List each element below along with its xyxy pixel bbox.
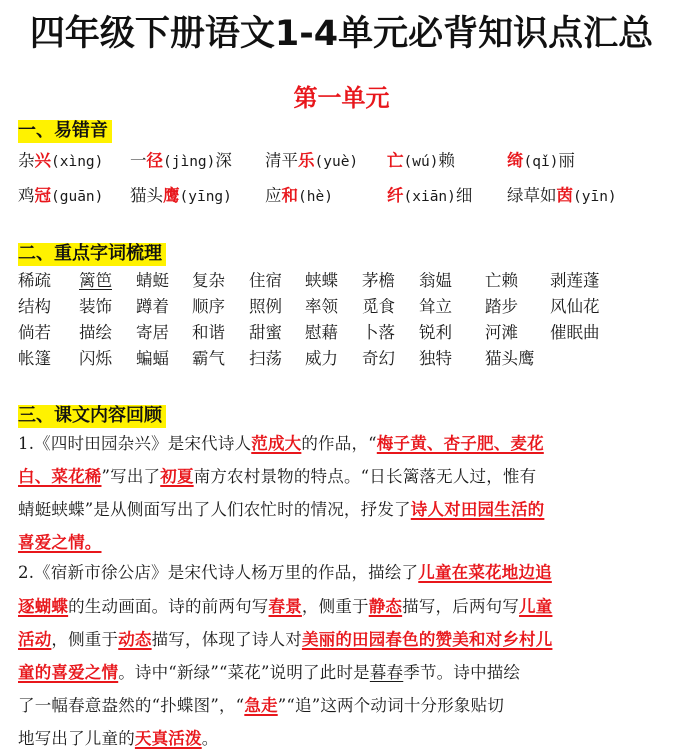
vocab-word: 复杂	[192, 271, 225, 290]
text-run: 的生动画面。诗的前两句写	[68, 597, 269, 616]
error-prone-char: 纤	[387, 186, 404, 205]
text-run: 。诗中“新绿”“菜花”说明了此时是	[118, 663, 370, 682]
vocab-word: 踏步	[485, 297, 518, 316]
text-run: ，侧重于	[301, 597, 369, 616]
word-prefix: 杂	[18, 151, 35, 170]
key-point: 春景	[268, 597, 302, 616]
vocab-word: 风仙花	[550, 297, 600, 316]
word-suffix: 细	[455, 186, 473, 205]
paragraph-line	[18, 433, 544, 455]
pinyin: (yuè)	[314, 154, 359, 170]
vocab-word: 茅檐	[362, 271, 395, 290]
section-heading-review: 三、课文内容回顾	[18, 405, 166, 428]
vocab-word: 率领	[305, 297, 338, 316]
paragraph-line	[18, 629, 552, 651]
vocab-word: 蹲着	[136, 297, 169, 316]
text-run: 地写出了儿童的	[18, 729, 135, 748]
section-heading-vocabulary: 二、重点字词梳理	[18, 243, 166, 266]
vocab-word: 描绘	[79, 323, 112, 342]
key-point: 儿童	[519, 597, 553, 616]
vocab-word: 闪烁	[79, 349, 112, 368]
text-run: 蜻蜓蛱蝶”是从侧面写出了人们农忙时的情况，抒发了	[18, 500, 411, 519]
key-point: 静态	[368, 597, 403, 616]
paragraph-line	[18, 499, 544, 521]
vocab-word: 装饰	[79, 297, 112, 316]
vocab-word: 倘若	[18, 323, 51, 342]
vocab-word: 剥莲蓬	[550, 271, 600, 290]
vocab-word: 耸立	[419, 297, 452, 316]
word-suffix: 赖	[438, 151, 455, 170]
vocab-word: 蛱蝶	[305, 271, 338, 290]
key-point: 梅子黄、杏子肥、麦花	[376, 434, 544, 453]
text-run: 季节。诗中描绘	[403, 663, 521, 682]
word-prefix: 鸡	[18, 186, 35, 205]
vocab-word: 威力	[305, 349, 338, 368]
pronunciation-item	[18, 184, 103, 209]
word-prefix: 猫头	[130, 186, 163, 205]
pinyin: (xiān)	[403, 189, 456, 205]
paragraph-line	[18, 596, 552, 618]
vocab-word: 稀疏	[18, 271, 51, 290]
key-point: 白、菜花稀	[18, 467, 102, 486]
pronunciation-item	[18, 149, 103, 174]
error-prone-char: 乐	[298, 151, 315, 170]
text-run: ”“追”这两个动词十分形象贴切	[277, 696, 505, 715]
key-point: 喜爱之情。	[18, 533, 102, 552]
word-prefix: 一	[130, 151, 147, 170]
vocab-word: 锐利	[419, 323, 452, 342]
pronunciation-item	[265, 149, 358, 174]
vocab-word: 慰藉	[305, 323, 338, 342]
word-suffix: 丽	[558, 151, 575, 170]
error-prone-char: 茵	[556, 186, 573, 205]
text-run: 暮春	[369, 663, 404, 682]
error-prone-char: 兴	[34, 151, 51, 170]
vocab-word: 蝙蝠	[136, 349, 169, 368]
vocab-word: 猫头鹰	[485, 349, 535, 368]
text-run: ，侧重于	[51, 630, 119, 649]
key-point: 儿童在菜花地边追	[418, 563, 552, 582]
key-point: 动态	[118, 630, 152, 649]
word-prefix: 绿草如	[507, 186, 557, 205]
text-run: 了一幅春意盎然的“扑蝶图”，“	[18, 696, 245, 715]
vocab-word: 寄居	[136, 323, 169, 342]
text-run: 。	[201, 729, 219, 748]
pinyin: (wú)	[403, 154, 439, 170]
pronunciation-item	[265, 184, 333, 209]
vocab-word: 扫荡	[249, 349, 282, 368]
pronunciation-item	[387, 149, 455, 174]
paragraph-line	[18, 662, 520, 684]
paragraph-line	[18, 466, 536, 488]
vocab-word: 甜蜜	[249, 323, 282, 342]
section-heading-pronunciation: 一、易错音	[18, 120, 112, 143]
key-point: 初夏	[160, 467, 194, 486]
vocab-word: 篱笆	[79, 271, 112, 290]
vocab-word: 帐篷	[18, 349, 51, 368]
error-prone-char: 径	[146, 151, 163, 170]
page-title: 四年级下册语文1-4单元必背知识点汇总	[29, 14, 654, 54]
vocab-word: 住宿	[249, 271, 282, 290]
pinyin: (yīng)	[179, 189, 232, 205]
pronunciation-item	[387, 184, 472, 209]
pinyin: (hè)	[298, 189, 333, 205]
vocab-word: 蜻蜓	[136, 271, 169, 290]
vocab-word: 和谐	[192, 323, 225, 342]
pinyin: (guān)	[51, 189, 104, 205]
text-run: 描写，后两句写	[402, 597, 520, 616]
pronunciation-item	[507, 184, 617, 209]
vocab-word: 独特	[419, 349, 452, 368]
vocab-word: 结构	[18, 297, 51, 316]
vocab-word: 催眠曲	[550, 323, 600, 342]
error-prone-char: 鹰	[163, 186, 180, 205]
paragraph-line	[18, 562, 552, 584]
pinyin: (qǐ)	[523, 154, 559, 170]
pinyin: (yīn)	[573, 189, 617, 205]
vocab-word: 河滩	[485, 323, 518, 342]
vocab-word: 翁媪	[419, 271, 452, 290]
vocab-word: 觅食	[362, 297, 395, 316]
vocab-word: 卜落	[362, 323, 395, 342]
key-point: 美丽的田园春色的赞美和对乡村儿	[301, 630, 553, 649]
key-point: 活动	[18, 630, 52, 649]
pronunciation-item	[130, 149, 232, 174]
error-prone-char: 和	[281, 186, 298, 205]
vocab-word: 照例	[249, 297, 282, 316]
pronunciation-item	[507, 149, 575, 174]
error-prone-char: 冠	[34, 186, 51, 205]
vocab-word: 霸气	[192, 349, 225, 368]
pinyin: (xìng)	[51, 154, 104, 170]
vocab-word: 亡赖	[485, 271, 518, 290]
paragraph-line	[18, 532, 102, 554]
key-point: 急走	[244, 696, 278, 715]
text-run: 的作品，“	[301, 434, 377, 453]
paragraph-line	[18, 728, 218, 750]
word-prefix: 应	[265, 186, 282, 205]
pinyin: (jìng)	[163, 154, 216, 170]
pronunciation-item	[130, 184, 232, 209]
key-point: 童的喜爱之情	[18, 663, 119, 682]
text-run: ”写出了	[101, 467, 161, 486]
unit-heading: 第一单元	[293, 84, 390, 112]
word-prefix: 清平	[265, 151, 298, 170]
error-prone-char: 亡	[387, 151, 404, 170]
key-point: 天真活泼	[134, 729, 202, 748]
text-run: 描写，体现了诗人对	[151, 630, 302, 649]
paragraph-line	[18, 695, 504, 717]
key-point: 逐蝴蝶	[18, 597, 69, 616]
text-run: 南方农村景物的特点。“日长篱落无人过，惟有	[193, 467, 537, 486]
text-run: 1.《四时田园杂兴》是宋代诗人	[18, 434, 252, 453]
key-point: 诗人对田园生活的	[410, 500, 545, 519]
vocab-word: 顺序	[192, 297, 225, 316]
error-prone-char: 绮	[507, 151, 524, 170]
text-run: 2.《宿新市徐公店》是宋代诗人杨万里的作品，描绘了	[18, 563, 419, 582]
key-point: 范成大	[251, 434, 302, 453]
word-suffix: 深	[215, 151, 232, 170]
vocab-word: 奇幻	[362, 349, 395, 368]
